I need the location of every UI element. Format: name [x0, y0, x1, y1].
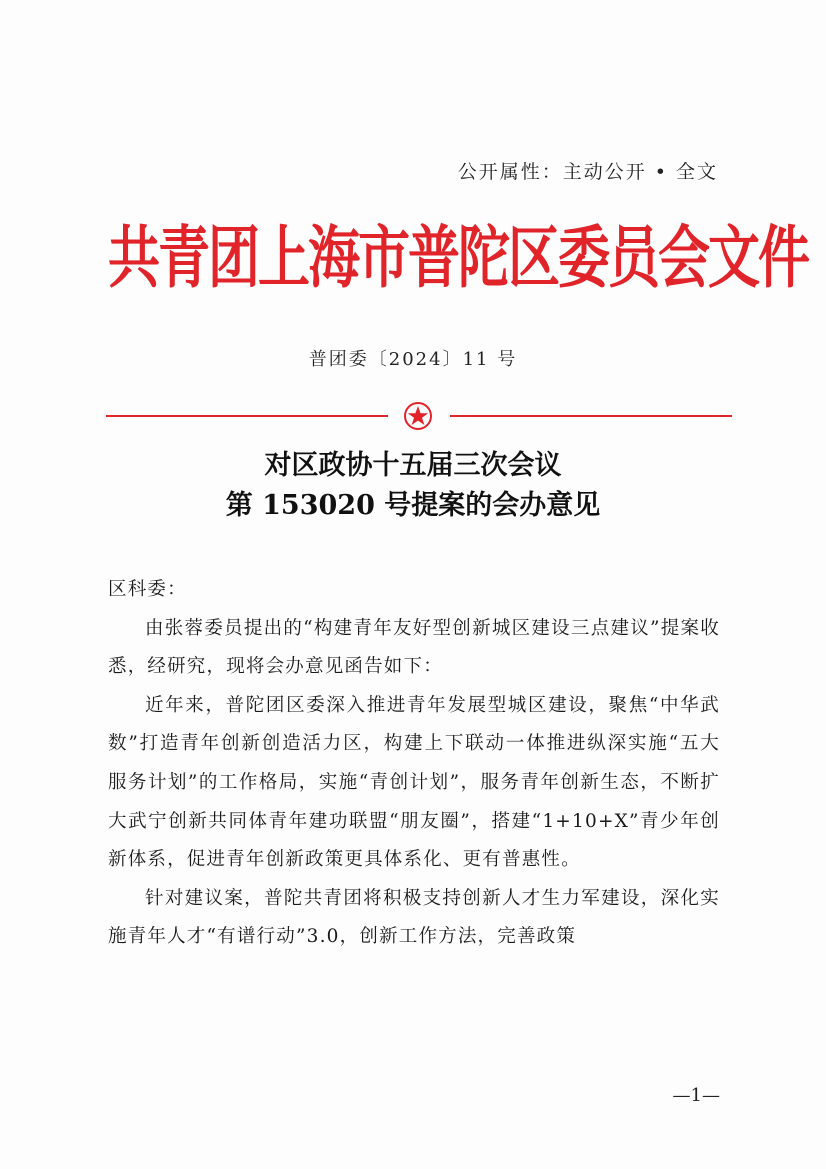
body-paragraph: 由张蓉委员提出的“构建青年友好型创新城区建设三点建议”提案收悉，经研究，现将会办意见函告如下：: [108, 617, 720, 678]
document-number: 普团委〔2024〕11 号: [308, 349, 518, 370]
document-title: [0, 446, 826, 526]
title-line-1: 对区政协十五届三次会议: [264, 450, 562, 481]
red-divider: [106, 402, 732, 430]
salutation: 区科委：: [108, 579, 187, 600]
divider-line-right: [450, 415, 732, 417]
issuer-masthead: 共青团上海市普陀区委员会文件: [108, 219, 809, 298]
document-body: [108, 571, 720, 957]
public-attribute: 公开属性：主动公开 • 全文: [457, 161, 718, 183]
body-paragraph: 针对建议案，普陀共青团将积极支持创新人才生力军建设，深化实施青年人才“有谱行动”3.0，创新工作方法，完善政策: [108, 887, 720, 948]
divider-line-left: [106, 415, 388, 417]
body-paragraph: 近年来，普陀团区委深入推进青年发展型城区建设，聚焦“中华武数”打造青年创新创造活力区，构建上下联动一体推进纵深实施“五大服务计划”的工作格局，实施“青创计划”，服务青年创新生态，不断扩大武宁创新共同体青年建功联盟“朋友圈”，搭建“1+10+X”青少年创新体系，促进青年创新政策更具体系化、更有普惠性。: [108, 694, 720, 871]
title-line-2: 第 153020 号提案的会办意见: [225, 490, 601, 521]
page-number: —1—: [672, 1085, 720, 1106]
star-icon: [404, 402, 432, 430]
